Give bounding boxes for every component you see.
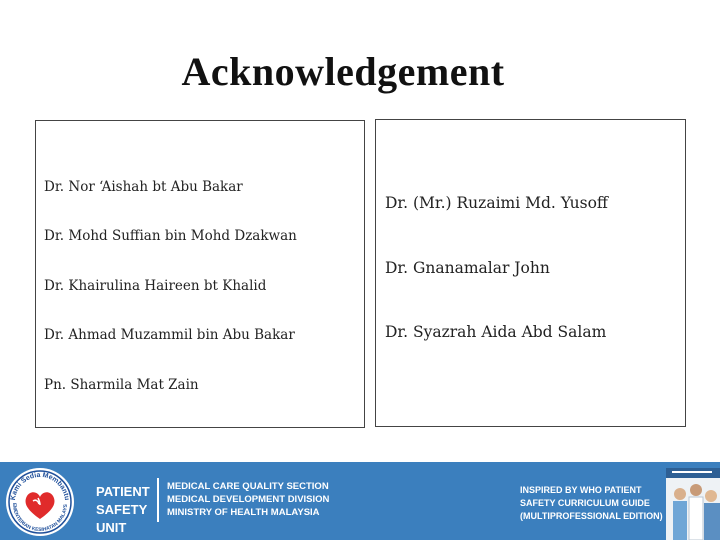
- right-names-box: [375, 119, 686, 427]
- name-item: Dr. Syazrah Aida Abd Salam: [385, 323, 607, 341]
- logo-text-top: Kami Sedia Membantu: [9, 471, 70, 501]
- name-item: Pn. Sharmila Mat Zain: [44, 377, 199, 393]
- department-label: MEDICAL CARE QUALITY SECTION MEDICAL DEVELOPMENT DIVISION MINISTRY OF HEALTH MALAYSIA: [167, 481, 330, 518]
- name-item: Dr. Nor ‘Aishah bt Abu Bakar: [44, 179, 243, 195]
- name-item: Dr. Khairulina Haireen bt Khalid: [44, 278, 267, 294]
- curriculum-book-cover-image: [666, 468, 720, 540]
- footer-divider: [157, 478, 159, 522]
- logo-text-bottom: EMENTERIAN KESIHATAN MALAYS: [10, 502, 70, 534]
- slide-title: Acknowledgement: [181, 49, 505, 94]
- name-item: Dr. Ahmad Muzammil bin Abu Bakar: [44, 327, 295, 343]
- name-item: Dr. (Mr.) Ruzaimi Md. Yusoff: [385, 194, 608, 212]
- who-curriculum-label: INSPIRED BY WHO PATIENT SAFETY CURRICULUM GUIDE (MULTIPROFESSIONAL EDITION): [520, 485, 663, 521]
- name-item: Dr. Gnanamalar John: [385, 259, 550, 277]
- left-names-box: [35, 120, 365, 428]
- name-item: Dr. Mohd Suffian bin Mohd Dzakwan: [44, 228, 297, 244]
- patient-safety-unit-label: PATIENT SAFETY UNIT: [96, 484, 150, 535]
- ministry-seal-logo: [5, 467, 75, 537]
